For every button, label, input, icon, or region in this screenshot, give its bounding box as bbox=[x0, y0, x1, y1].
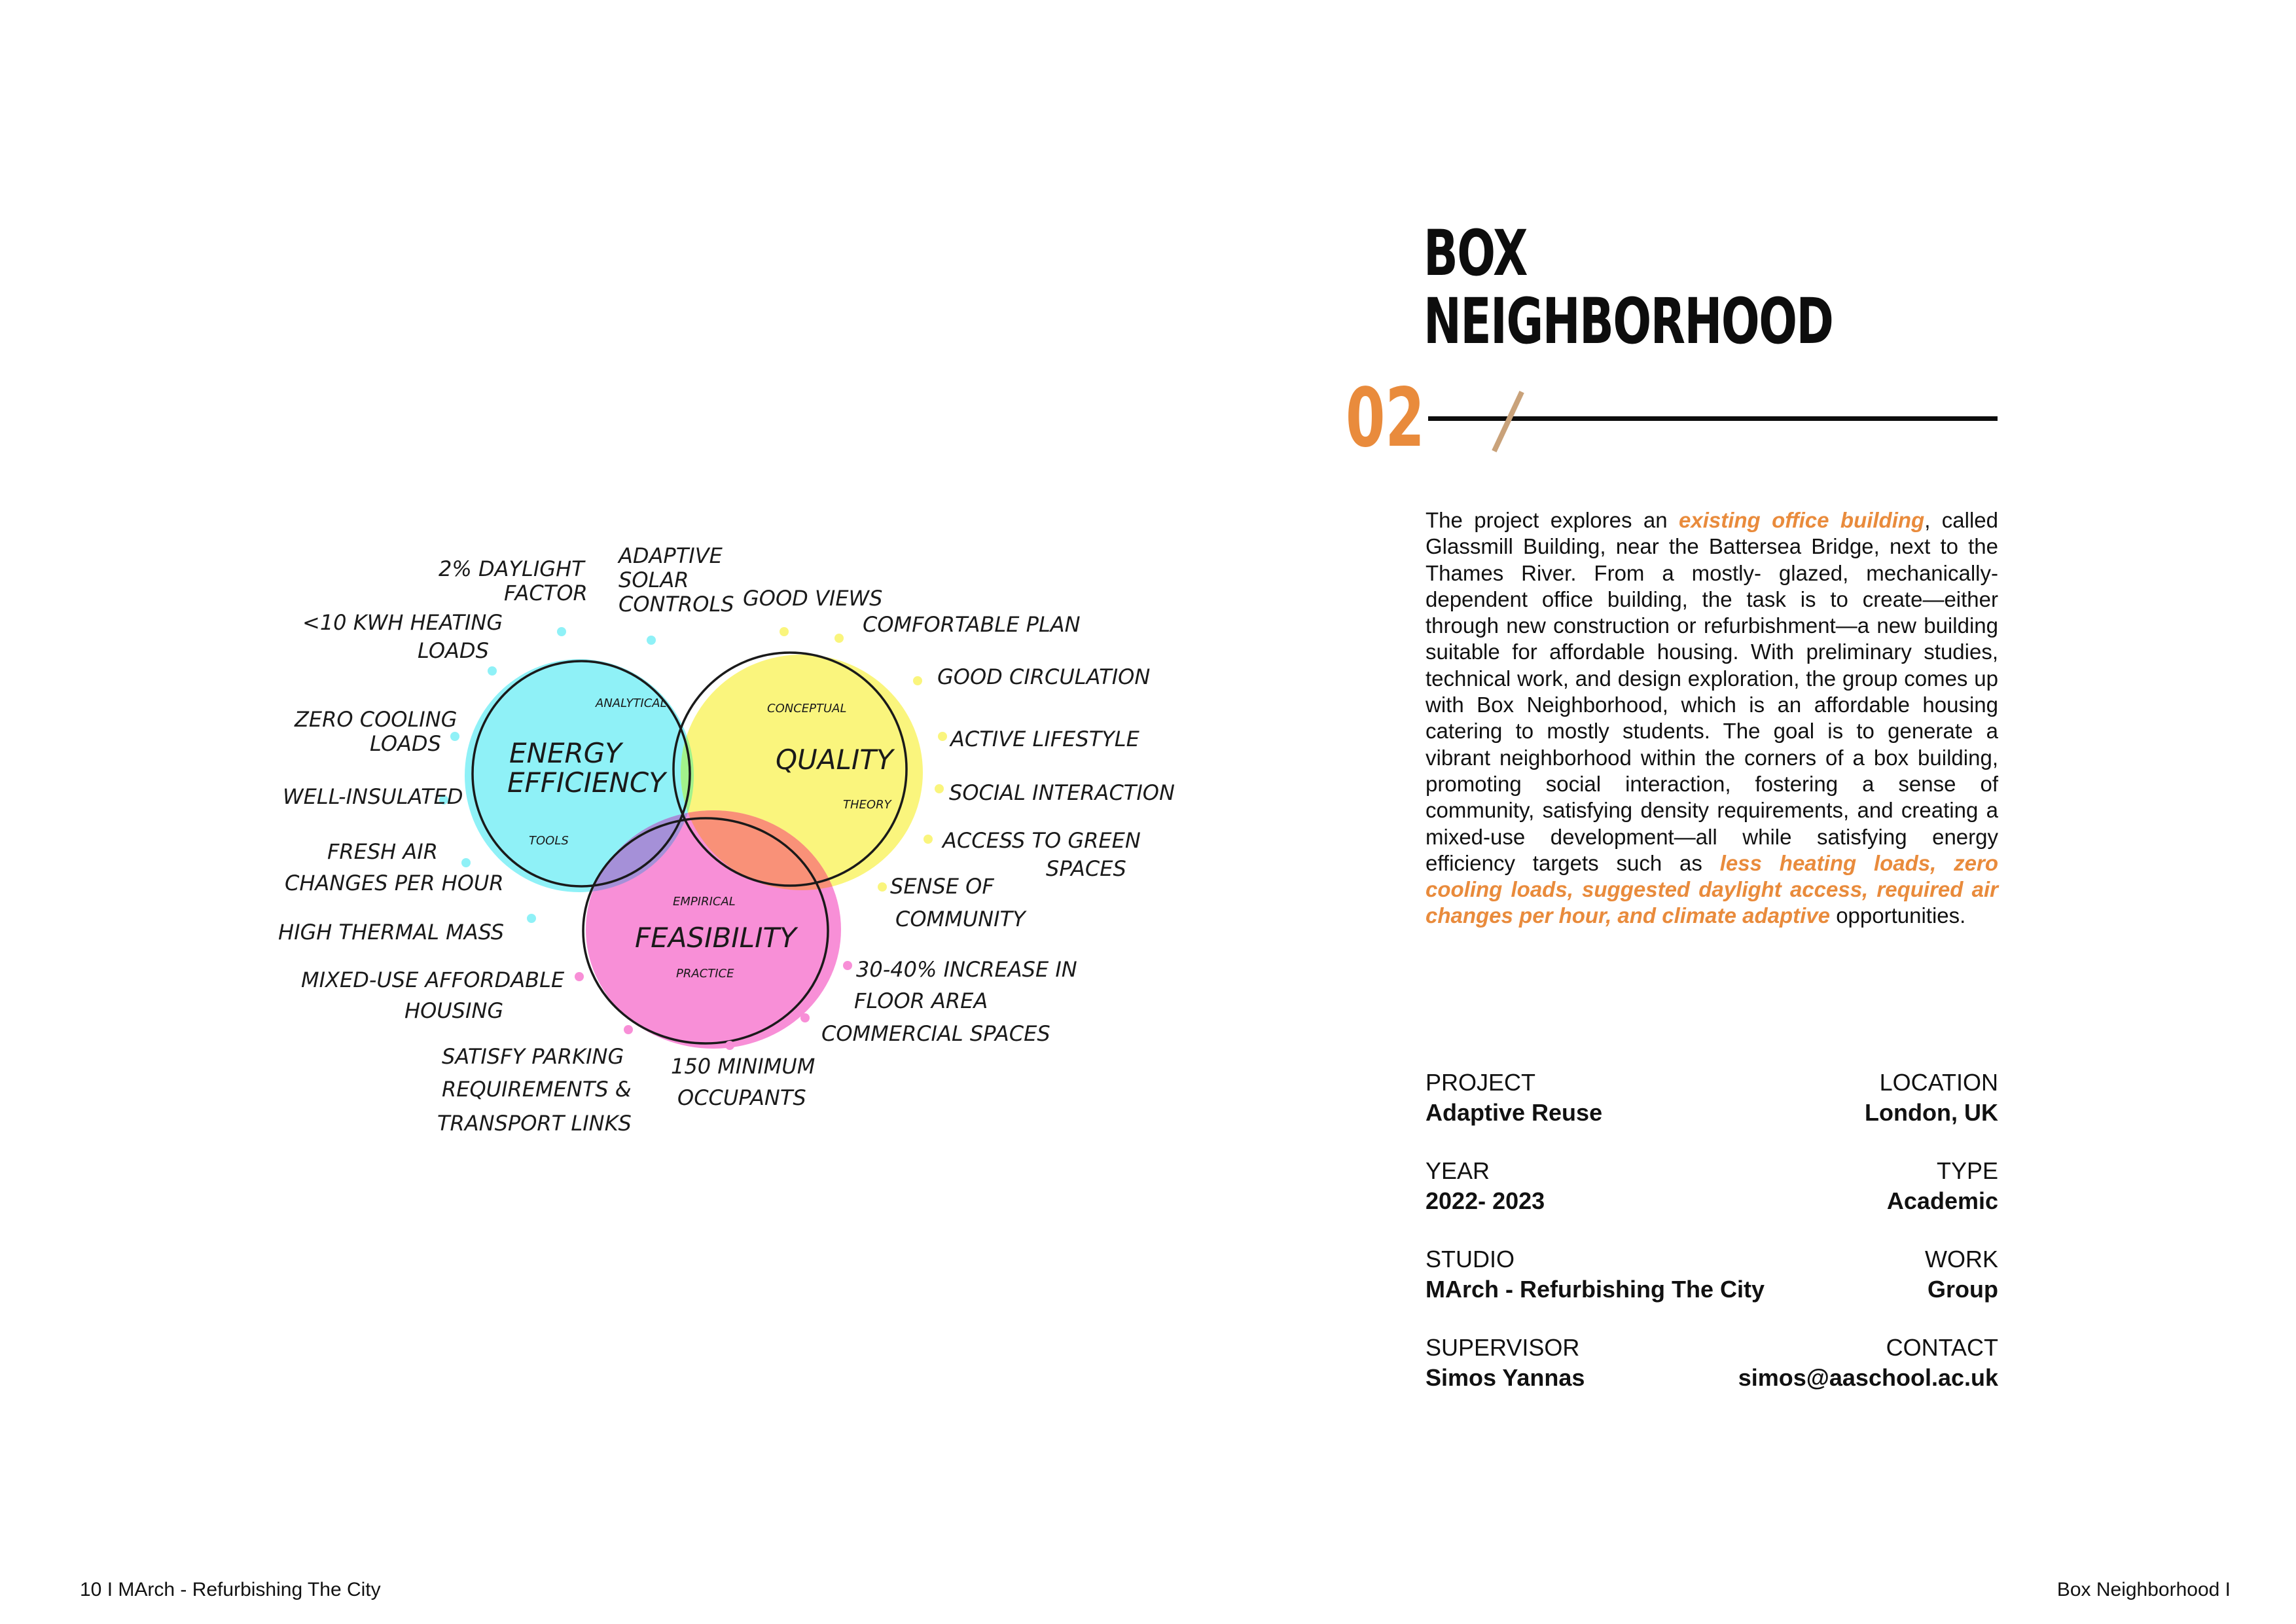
note-solar-2: SOLAR bbox=[619, 568, 689, 592]
note-green-2: SPACES bbox=[1046, 856, 1126, 881]
note-community-2: COMMUNITY bbox=[895, 907, 1026, 931]
project-title bbox=[1424, 217, 1833, 358]
venn-diagram bbox=[0, 0, 1244, 1211]
note-solar-3: CONTROLS bbox=[619, 592, 734, 617]
meta-label-contact: CONTACT bbox=[1886, 1334, 1998, 1361]
note-cooling-1: ZERO COOLING bbox=[295, 707, 457, 732]
note-community-1: SENSE OF bbox=[890, 874, 994, 899]
tag-theory: THEORY bbox=[843, 798, 891, 812]
note-mixed-use-1: MIXED-USE AFFORDABLE bbox=[301, 967, 565, 992]
meta-value-type: Academic bbox=[1886, 1187, 1998, 1214]
note-mixed-use-2: HOUSING bbox=[404, 998, 504, 1023]
title-divider bbox=[1428, 416, 1998, 421]
note-parking-3: TRANSPORT LINKS bbox=[437, 1111, 632, 1136]
note-solar-1: ADAPTIVE bbox=[619, 543, 723, 568]
project-title-line2: NEIGHBORHOOD bbox=[1424, 285, 1833, 358]
meta-label-type: TYPE bbox=[1936, 1157, 1998, 1184]
description-text-3: opportunities. bbox=[1830, 903, 1966, 928]
meta-label-location: LOCATION bbox=[1879, 1069, 1998, 1096]
note-occupants-1: 150 MINIMUM bbox=[671, 1054, 816, 1079]
note-thermal: HIGH THERMAL MASS bbox=[278, 920, 505, 945]
note-green-1: ACCESS TO GREEN bbox=[942, 828, 1141, 853]
tag-empirical: EMPIRICAL bbox=[673, 895, 736, 909]
meta-value-contact: simos@aaschool.ac.uk bbox=[1738, 1364, 1998, 1391]
description-text-1: The project explores an bbox=[1426, 508, 1679, 532]
tag-analytical: ANALYTICAL bbox=[596, 696, 667, 710]
energy-label-line1: ENERGY bbox=[509, 737, 622, 769]
feasibility-label: FEASIBILITY bbox=[635, 922, 797, 954]
note-heating-1: <10 KWH HEATING bbox=[302, 610, 503, 635]
note-circulation: GOOD CIRCULATION bbox=[937, 664, 1151, 689]
footer-left: 10 I MArch - Refurbishing The City bbox=[80, 1579, 381, 1600]
note-commercial: COMMERCIAL SPACES bbox=[821, 1021, 1050, 1046]
tag-conceptual: CONCEPTUAL bbox=[767, 702, 847, 715]
energy-label-line2: EFFICIENCY bbox=[507, 767, 666, 799]
note-social: SOCIAL INTERACTION bbox=[949, 780, 1175, 805]
description-highlight-2: less heating loads, zero cooling loads, suggested daylight access, required air changes per hour, and climate adaptive bbox=[1426, 850, 1998, 928]
description-text-2: , called Glassmill Building, near the Battersea Bridge, next to the Thames River. From a mostly- glazed, mechanically-dependent office building, the task is to create—either through new construction or refurbishment—a new building suitable for affordable housing. With preliminary studies, technical work, and design exploration, the group comes up with Box Neighborhood, which is an affordable housing catering to mostly students. The goal is to generate a vibrant neighborhood within the corners of a box building, promoting social interaction, fostering a sense of community, satisfying density requirements, and creating a mixed-use development—all while satisfying energy efficiency targets such as bbox=[1426, 508, 1999, 875]
note-daylight-2: FACTOR bbox=[504, 581, 588, 605]
quality-label: QUALITY bbox=[776, 744, 893, 776]
note-insulated: WELL-INSULATED bbox=[283, 784, 463, 809]
note-fresh-air-2: CHANGES PER HOUR bbox=[285, 871, 504, 895]
note-occupants-2: OCCUPANTS bbox=[677, 1085, 806, 1110]
note-fresh-air-1: FRESH AIR bbox=[327, 839, 438, 864]
meta-value-project: Adaptive Reuse bbox=[1426, 1099, 1603, 1126]
tag-tools: TOOLS bbox=[529, 834, 569, 848]
note-heating-2: LOADS bbox=[418, 638, 489, 663]
note-parking-1: SATISFY PARKING bbox=[442, 1044, 624, 1069]
note-cooling-2: LOADS bbox=[370, 731, 441, 756]
meta-value-supervisor: Simos Yannas bbox=[1426, 1364, 1585, 1391]
footer-right: Box Neighborhood I bbox=[2056, 1579, 2231, 1600]
meta-value-studio: MArch - Refurbishing The City bbox=[1426, 1276, 1765, 1303]
note-floor-area-2: FLOOR AREA bbox=[854, 988, 988, 1013]
note-plan: COMFORTABLE PLAN bbox=[863, 612, 1081, 637]
project-title-line1: BOX bbox=[1424, 217, 1527, 290]
divider-slash bbox=[1492, 391, 1524, 452]
note-parking-2: REQUIREMENTS & bbox=[442, 1077, 632, 1102]
meta-label-year: YEAR bbox=[1426, 1157, 1490, 1184]
tag-practice: PRACTICE bbox=[676, 967, 734, 981]
note-daylight-1: 2% DAYLIGHT bbox=[439, 556, 584, 581]
meta-label-project: PROJECT bbox=[1426, 1069, 1536, 1096]
meta-value-year: 2022- 2023 bbox=[1426, 1187, 1545, 1214]
meta-label-supervisor: SUPERVISOR bbox=[1426, 1334, 1580, 1361]
project-description bbox=[1426, 507, 1998, 929]
note-floor-area-1: 30-40% INCREASE IN bbox=[856, 957, 1077, 982]
project-number: 02 bbox=[1346, 371, 1425, 465]
meta-label-work: WORK bbox=[1925, 1246, 1998, 1272]
meta-label-studio: STUDIO bbox=[1426, 1246, 1515, 1272]
meta-value-work: Group bbox=[1928, 1276, 1998, 1303]
note-lifestyle: ACTIVE LIFESTYLE bbox=[950, 727, 1139, 751]
meta-value-location: London, UK bbox=[1865, 1099, 1998, 1126]
description-highlight-1: existing office building bbox=[1678, 508, 1925, 532]
note-views: GOOD VIEWS bbox=[743, 586, 883, 611]
